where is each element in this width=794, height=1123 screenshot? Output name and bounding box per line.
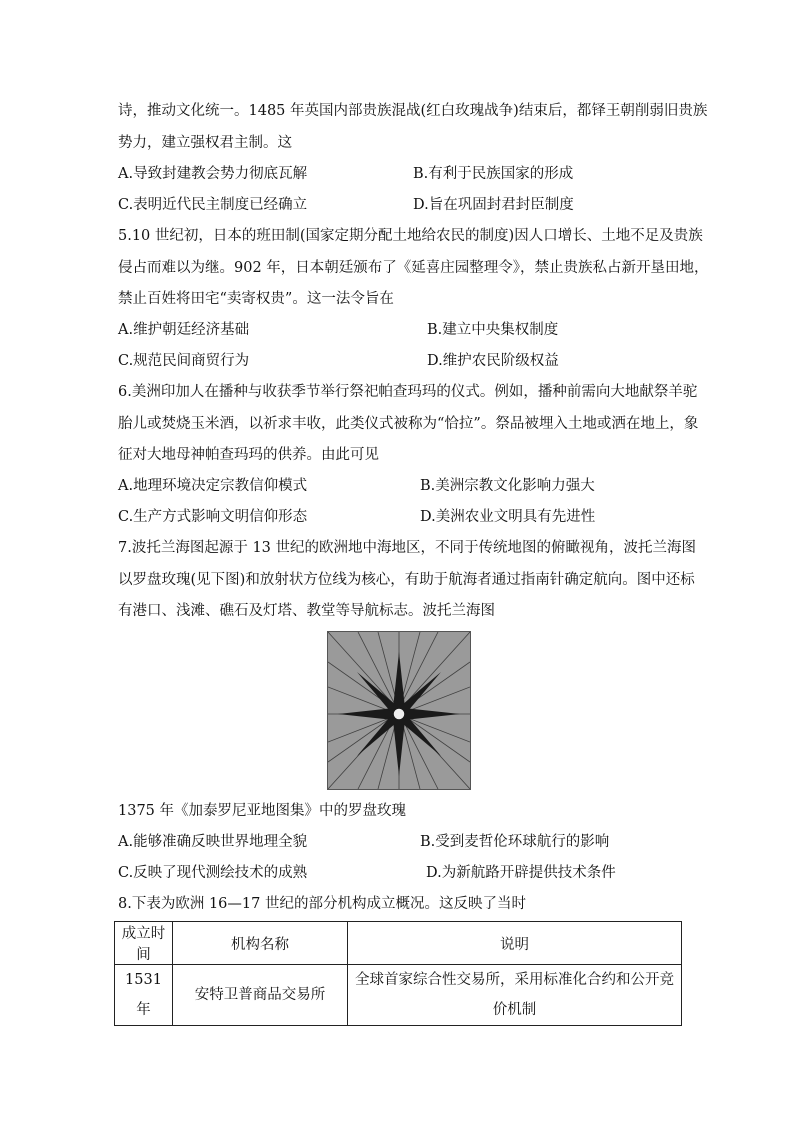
q7-stem-line-3: 有港口、浅滩、礁石及灯塔、教堂等导航标志。波托兰海图 [118, 603, 495, 619]
q6-options-row-2 [118, 507, 678, 527]
q5-stem-line-2: 侵占而难以为继。902 年，日本朝廷颁布了《延喜庄园整理令》，禁止贵族私占新开垦田地， [118, 260, 709, 276]
q6-stem-line-2: 胎儿或焚烧玉米酒，以祈求丰收，此类仪式被称为“恰拉”。祭品被埋入土地或洒在地上，象 [118, 416, 699, 432]
q4-option-b[interactable]: B.有利于民族国家的形成 [413, 166, 574, 182]
institutions-table [114, 921, 682, 1026]
q7-options-row-2 [118, 863, 678, 883]
compass-rose-figure [327, 631, 471, 790]
q7-option-c[interactable]: C.反映了现代测绘技术的成熟 [118, 865, 308, 881]
q7-figure-caption: 1375 年《加泰罗尼亚地图集》中的罗盘玫瑰 [118, 803, 407, 819]
table-cell-name: 安特卫普商品交易所 [173, 965, 348, 1026]
q4-stem-line-1: 诗，推动文化统一。1485 年英国内部贵族混战(红白玫瑰战争)结束后，都铎王朝削弱旧贵族 [118, 103, 708, 119]
q5-option-b[interactable]: B.建立中央集权制度 [427, 322, 559, 338]
q5-stem-line-3: 禁止百姓将田宅“卖寄权贵”。这一法令旨在 [118, 291, 394, 307]
table-row [115, 965, 682, 1026]
table-header-note: 说明 [348, 922, 682, 965]
table-cell-date: 1531 年 [115, 965, 173, 1026]
q5-options-row-1 [118, 320, 678, 340]
q4-option-c[interactable]: C.表明近代民主制度已经确立 [118, 197, 308, 213]
q6-option-b[interactable]: B.美洲宗教文化影响力强大 [420, 478, 595, 494]
q7-options-row-1 [118, 832, 678, 852]
q4-options-row-2 [118, 195, 678, 215]
q6-stem-line-1: 6.美洲印加人在播种与收获季节举行祭祀帕查玛玛的仪式。例如，播种前需向大地献祭羊驼 [118, 384, 698, 400]
q7-option-b[interactable]: B.受到麦哲伦环球航行的影响 [420, 834, 610, 850]
q4-stem-line-2: 势力，建立强权君主制。这 [118, 135, 292, 151]
table-header-row [115, 922, 682, 965]
q4-option-a[interactable]: A.导致封建教会势力彻底瓦解 [118, 166, 308, 182]
compass-rose-icon [328, 632, 470, 789]
q5-option-c[interactable]: C.规范民间商贸行为 [118, 353, 250, 369]
q6-option-a[interactable]: A.地理环境决定宗教信仰模式 [118, 478, 308, 494]
q5-options-row-2 [118, 351, 678, 371]
q6-options-row-1 [118, 476, 678, 496]
q7-stem-line-2: 以罗盘玫瑰(见下图)和放射状方位线为核心，有助于航海者通过指南针确定航向。图中还标 [118, 572, 695, 588]
q4-option-d[interactable]: D.旨在巩固封君封臣制度 [413, 197, 574, 213]
q6-stem-line-3: 征对大地母神帕查玛玛的供养。由此可见 [118, 447, 379, 463]
q5-option-a[interactable]: A.维护朝廷经济基础 [118, 322, 250, 338]
q5-stem-line-1: 5.10 世纪初，日本的班田制(国家定期分配土地给农民的制度)因人口增长、土地不足及贵族 [118, 228, 703, 244]
q7-option-d[interactable]: D.为新航路开辟提供技术条件 [426, 865, 616, 881]
q4-options-row-1 [118, 164, 678, 184]
q5-option-d[interactable]: D.维护农民阶级权益 [427, 353, 559, 369]
q6-option-d[interactable]: D.美洲农业文明具有先进性 [420, 509, 596, 525]
table-cell-note: 全球首家综合性交易所，采用标准化合约和公开竞价机制 [348, 965, 682, 1026]
table-header-name: 机构名称 [173, 922, 348, 965]
table-header-date: 成立时间 [115, 922, 173, 965]
q6-option-c[interactable]: C.生产方式影响文明信仰形态 [118, 509, 308, 525]
q7-option-a[interactable]: A.能够准确反映世界地理全貌 [118, 834, 308, 850]
q8-stem: 8.下表为欧洲 16—17 世纪的部分机构成立概况。这反映了当时 [118, 896, 526, 912]
q7-stem-line-1: 7.波托兰海图起源于 13 世纪的欧洲地中海地区，不同于传统地图的俯瞰视角，波托兰海图 [118, 540, 696, 556]
